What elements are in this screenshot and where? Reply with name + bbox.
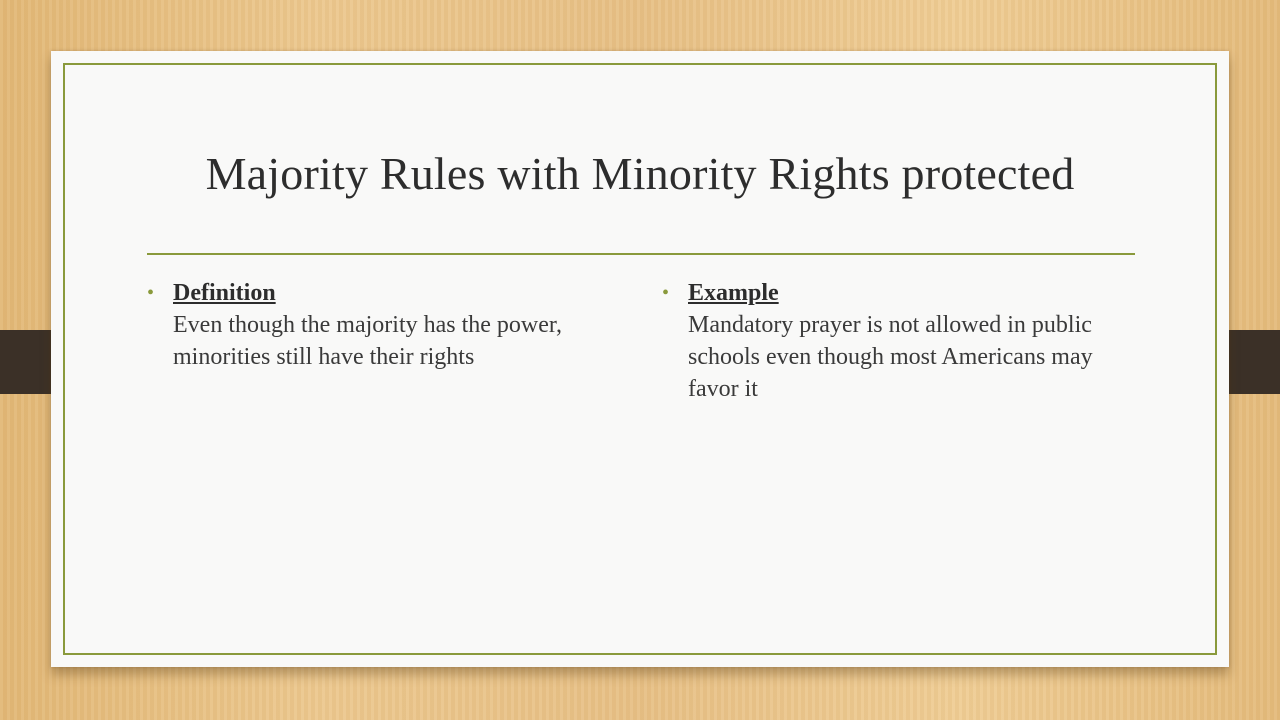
bullet-icon: •: [662, 282, 670, 304]
slide-title: Majority Rules with Minority Rights protected: [205, 148, 1075, 199]
definition-text: Even though the majority has the power, minorities still have their rights: [173, 312, 562, 370]
bullet-icon: •: [147, 282, 155, 304]
example-column: [662, 277, 1118, 405]
definition-heading: Definition: [173, 280, 276, 306]
definition-column: [147, 277, 603, 373]
example-heading: Example: [688, 280, 779, 306]
example-text: Mandatory prayer is not allowed in public schools even though most Americans may favor it: [688, 312, 1093, 402]
slide-paper: [51, 51, 1229, 667]
title-divider: [147, 253, 1135, 255]
